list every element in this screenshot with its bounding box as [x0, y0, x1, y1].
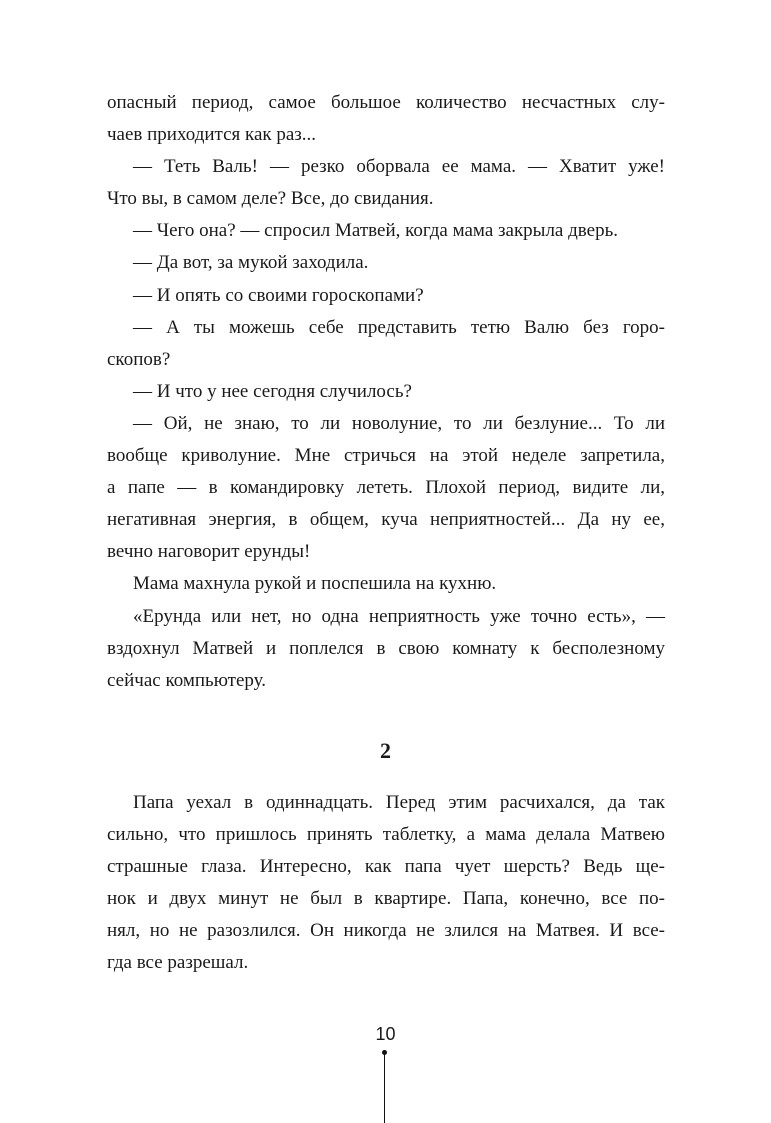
chapter-heading: 2: [380, 738, 391, 763]
text-line: вообще криволуние. Мне стричься на этой неделе запретила,: [107, 445, 665, 467]
text-line: гда все разрешал.: [107, 952, 249, 974]
text-line: нок и двух минут не был в квартире. Папа, конечно, все по-: [107, 888, 665, 910]
text-line: — Теть Валь! — резко оборвала ее мама. — Хватит уже!: [133, 156, 665, 178]
paragraph: [107, 787, 665, 980]
paragraph: [107, 151, 665, 215]
text-line: сейчас компьютеру.: [107, 669, 266, 691]
text-line: — Да вот, за мукой заходила.: [133, 252, 369, 274]
page-number: 10: [375, 1024, 396, 1044]
paragraph: [107, 280, 665, 312]
paragraph: [107, 312, 665, 376]
text-line: Папа уехал в одиннадцать. Перед этим расчихался, да так: [133, 792, 665, 813]
text-line: вздохнул Матвей и поплелся в свою комнату к бесполезному: [107, 637, 665, 659]
paragraph: [107, 601, 665, 697]
text-line: страшные глаза. Интересно, как папа чует шерсть? Ведь ще-: [107, 856, 665, 878]
paragraph: [107, 247, 665, 279]
text-line: — И что у нее сегодня случилось?: [133, 380, 412, 402]
text-line: чаев приходится как раз...: [107, 124, 317, 146]
paragraph: [107, 568, 665, 600]
page-number-rule: [384, 1050, 385, 1123]
text-block-before-chapter: [107, 87, 665, 697]
text-line: «Ерунда или нет, но одна неприятность уже точно есть», —: [133, 605, 665, 627]
text-line: — А ты можешь себе представить тетю Валю без горо-: [133, 316, 665, 338]
text-line: опасный период, самое большое количество несчастных слу-: [107, 92, 665, 113]
paragraph: [107, 87, 665, 151]
text-line: Мама махнула рукой и поспешила на кухню.: [133, 573, 497, 595]
text-line: нял, но не разозлился. Он никогда не злился на Матвея. И все-: [107, 920, 665, 942]
text-line: Что вы, в самом деле? Все, до свидания.: [107, 188, 434, 210]
text-block-chapter-2: [107, 787, 665, 980]
text-line: сильно, что пришлось принять таблетку, а мама делала Матвею: [107, 824, 665, 846]
text-line: скопов?: [107, 348, 171, 370]
text-line: негативная энергия, в общем, куча неприятностей... Да ну ее,: [107, 509, 665, 531]
text-line: — И опять со своими гороскопами?: [133, 284, 424, 306]
paragraph: [107, 408, 665, 568]
text-line: — Ой, не знаю, то ли новолуние, то ли безлуние... То ли: [133, 412, 665, 434]
text-line: — Чего она? — спросил Матвей, когда мама закрыла дверь.: [133, 220, 618, 242]
paragraph: [107, 215, 665, 247]
text-line: а папе — в командировку лететь. Плохой период, видите ли,: [107, 477, 665, 499]
text-line: вечно наговорит ерунды!: [107, 541, 311, 563]
paragraph: [107, 376, 665, 408]
